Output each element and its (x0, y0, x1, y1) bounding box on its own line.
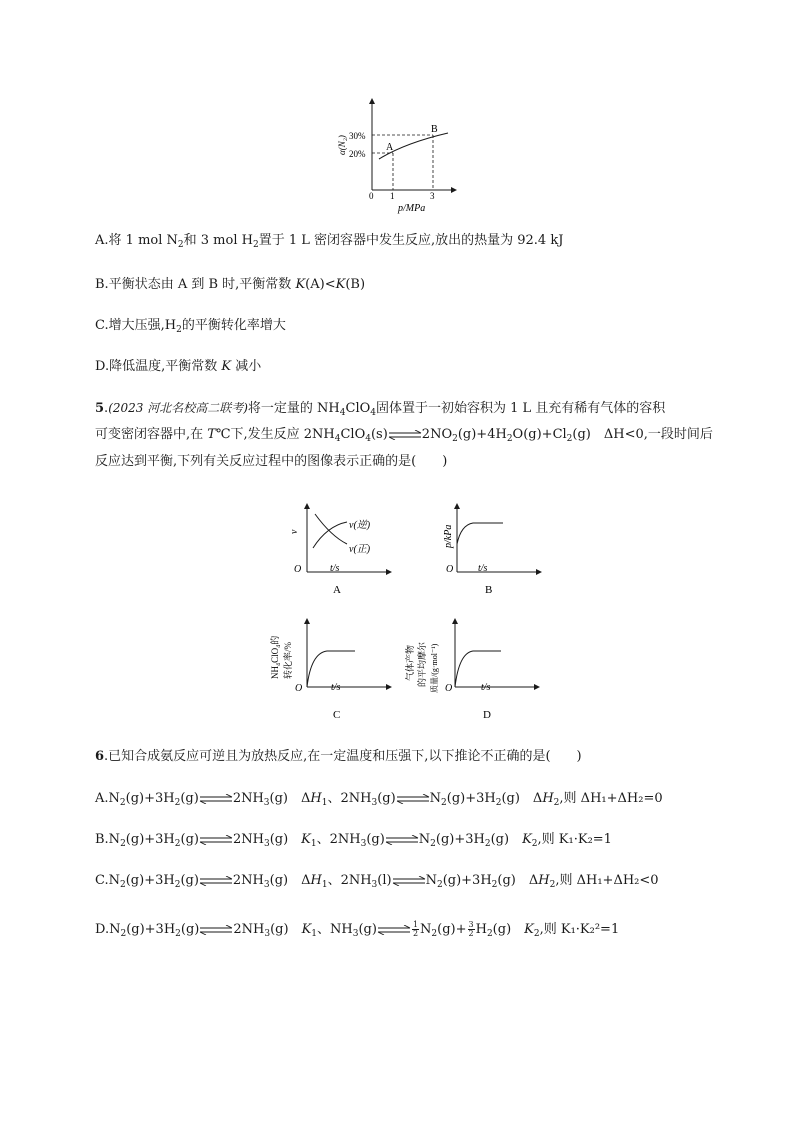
conclusion-text: 则 ΔH₁+ΔH₂<0 (559, 873, 659, 888)
equilibrium-arrow-icon (377, 925, 411, 935)
origin-label: O (446, 564, 454, 575)
x-tick-3: 3 (430, 191, 435, 201)
q4-option-c: C.增大压强$,H_2$的平衡转化率增大 (95, 318, 286, 335)
y-axis-label-line2: 转化率/% (283, 642, 293, 679)
q5-panel-d (405, 615, 545, 725)
y-axis-label: p/kPa (443, 524, 454, 548)
stem-text: ℃下,发生反应 2NH (215, 427, 335, 442)
q5-panel-b (435, 500, 545, 600)
forward-rate-label: v(正) (349, 544, 371, 555)
question-number: 6 (95, 749, 105, 764)
stem-text: O(g)+Cl (512, 427, 567, 442)
q6-stem (95, 748, 582, 766)
equilibrium-arrow-icon (199, 794, 233, 804)
x-axis-label: p/MPa (398, 203, 426, 214)
panel-caption: C (333, 709, 341, 721)
equilibrium-arrow-icon (199, 925, 233, 935)
equilibrium-arrow-icon (385, 835, 419, 845)
stem-text: 将一定量的 NH (247, 401, 340, 416)
origin-label: O (294, 564, 302, 575)
pressure-curve (457, 523, 503, 544)
q4-option-b: B.平衡状态由 A 到 B 时,平衡常数 K(A)<K(B) (95, 277, 366, 292)
conclusion-text: 则 K₁·K₂=1 (541, 832, 612, 847)
option-text: 的平衡转化率增大 (181, 318, 286, 333)
point-a-label: A (386, 142, 394, 153)
y-tick-30: 30% (349, 131, 366, 141)
point-b-label: B (431, 124, 438, 135)
x-axis-label: t/s (478, 563, 488, 574)
stem-text: 反应达到平衡,下列有关反应过程中的图像表示正确的是( ) (95, 454, 448, 469)
x-axis-label: t/s (331, 682, 341, 693)
equilibrium-arrow-icon (199, 835, 233, 845)
equilibrium-arrow-icon (199, 876, 233, 886)
reverse-rate-label: v(逆) (349, 520, 371, 531)
stem-text: (s) (370, 427, 388, 442)
alpha-pressure-graph (330, 95, 460, 220)
panel-caption: B (485, 584, 493, 596)
origin-label: O (295, 683, 303, 694)
x-axis-label: t/s (481, 682, 491, 693)
panel-caption: A (333, 584, 341, 596)
stem-text: (g) ΔH<0,一段时间后 (572, 427, 713, 442)
option-text: 和 3 mol H (183, 233, 253, 248)
q6-option-b: $B.N_2(g)+3H_2(g)$ $2NH_3(g)$ $K_1$、$2NH_3(g)$ $N_2(g)+3H_2(g)$ $K_2$,则 K₁·K₂=1 (95, 832, 612, 849)
q6-option-d: $D.N_2(g)+3H_2(g)$ $2NH_3(g)$ $K_1$、$NH_3(g)$ $\frac{1}{2}$ $N_2(g)+$ $\frac{3}{2}$ $H_2(g)$ $K_2$,则 K₁·K₂²=1 (95, 920, 620, 939)
option-text: 降低温度,平衡常数 (109, 359, 222, 374)
equilibrium-arrow-icon (388, 430, 422, 440)
q5-panel-c (265, 615, 395, 725)
option-text: 减小 (235, 359, 262, 374)
y-axis-label-line1: 气体产物 (405, 644, 415, 681)
option-letter: D. (95, 359, 110, 374)
x-tick-1: 1 (390, 191, 395, 201)
stem-text: 固体置于一初始容积为 1 L 且充有稀有气体的容积 (376, 401, 666, 416)
option-text: 置于 1 L 密闭容器中发生反应,放出的热量为 92.4 kJ (258, 233, 564, 248)
panel-caption: D (483, 709, 491, 721)
q5-panel-a (285, 500, 395, 600)
stem-text: .已知合成氨反应可逆且为放热反应,在一定温度和压强下,以下推论不正确的是( ) (104, 749, 582, 764)
molar-mass-curve (455, 651, 501, 687)
y-axis-label: v (289, 529, 300, 534)
x-axis-label: t/s (330, 563, 340, 574)
option-text: 增大压强,H (108, 318, 177, 333)
conclusion-text: 则 K₁·K₂²=1 (543, 922, 620, 937)
q4-option-d: D.降低温度,平衡常数 K 减小 (95, 359, 262, 374)
q5-line-1: 5.(2023 河北名校高二联考)将一定量的 $NH_4ClO_4$固体置于一初始容积为 1 L 且充有稀有气体的容积 (95, 401, 666, 418)
stem-text: ClO (340, 427, 366, 442)
equilibrium-arrow-icon (392, 876, 426, 886)
option-text: (A)< (305, 277, 336, 292)
y-axis-label-line2: 的平均摩尔 (417, 641, 427, 687)
q6-option-a: $A.N_2(g)+3H_2(g)$ $2NH_3(g)$ $\Delta H_1$、$2NH_3(g)$ $N_2(g)+3H_2(g)$ $\Delta H_2$,则 ΔH₁+ΔH₂=0 (95, 791, 663, 808)
stem-text: 可变密闭容器中,在 (95, 427, 208, 442)
q5-line-2: 可变密闭容器中,在 T℃下,发生反应 $2NH_4ClO_4(s)$ $2NO_2(g)+4H_2O(g)+Cl_2(g)$ ΔH<0,一段时间后 (95, 427, 713, 444)
q5-line-3 (95, 453, 447, 471)
option-text: 平衡状态由 A 到 B 时,平衡常数 (108, 277, 296, 292)
y-tick-20: 20% (349, 149, 366, 159)
option-text: 将 1 mol N (108, 233, 178, 248)
stem-text: 2NO (421, 427, 453, 442)
y-axis-label-line3: 质量/(g·mol⁻¹) (430, 643, 439, 693)
question-number: 5 (95, 401, 105, 416)
conclusion-text: 则 ΔH₁+ΔH₂=0 (563, 791, 663, 806)
y-axis-label: α(N₂) (337, 135, 347, 155)
origin-label: O (445, 683, 453, 694)
y-axis-label-line1: NH₄ClO₄的 (270, 635, 280, 679)
q4-option-a: A.将 1 mol $N_2$和 3 mol $H_2$置于 1 L 密闭容器中发生反应,放出的热量为 92.4 kJ (95, 233, 564, 250)
question-source: (2023 河北名校高二联考) (108, 401, 248, 415)
option-text: (B) (345, 277, 366, 292)
option-letter: A. (95, 233, 109, 248)
equilibrium-arrow-icon (396, 794, 430, 804)
q6-option-c: $C.N_2(g)+3H_2(g)$ $2NH_3(g)$ $\Delta H_1$、$2NH_3(l)$ $N_2(g)+3H_2(g)$ $\Delta H_2$,则 ΔH₁+ΔH₂<0 (95, 873, 659, 890)
stem-text: (g)+4H (457, 427, 507, 442)
reverse-rate-curve (313, 522, 347, 548)
x-tick-0: 0 (369, 191, 374, 201)
option-letter: C. (95, 318, 109, 333)
stem-text: ClO (345, 401, 371, 416)
option-letter: B. (95, 277, 109, 292)
